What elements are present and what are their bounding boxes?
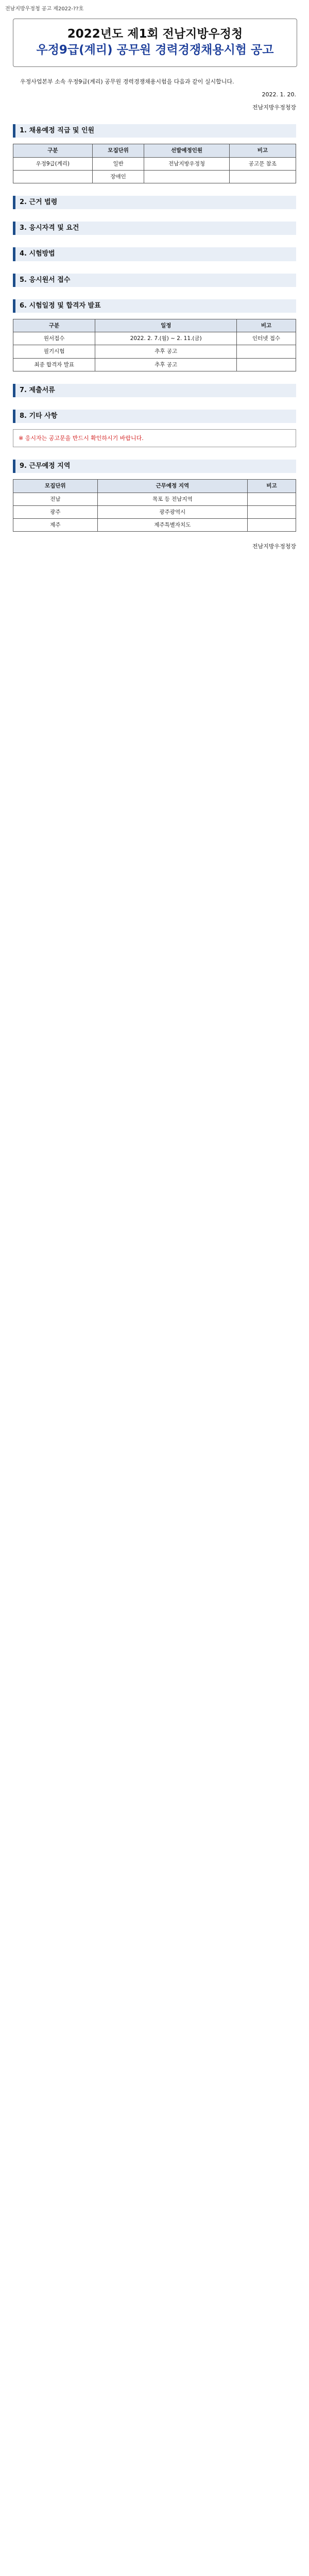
table-cell: 최종 합격자 발표 xyxy=(13,358,95,371)
table-cell xyxy=(248,493,296,505)
table-cell: 우정9급(계리) xyxy=(13,157,93,170)
table-row xyxy=(13,519,296,532)
document-title xyxy=(13,19,297,67)
table-cell: 2022. 2. 7.(월) ~ 2. 11.(금) xyxy=(95,332,237,345)
table-cell: 제주 xyxy=(13,519,98,532)
section-6 xyxy=(13,299,296,371)
table-cell: 전남 xyxy=(13,493,98,505)
table-cell: 필기시험 xyxy=(13,345,95,358)
table-cell: 전남지방우정청 xyxy=(144,157,229,170)
table-cell xyxy=(13,170,93,183)
closing-line: 전남지방우정청장 xyxy=(252,543,296,550)
date-line: 2022. 1. 20. xyxy=(262,91,296,98)
table-cell xyxy=(237,345,296,358)
section-title: 3. 응시자격 및 요건 xyxy=(13,222,296,235)
section-1 xyxy=(13,124,296,183)
section-title: 8. 기타 사항 xyxy=(13,410,296,423)
table-row xyxy=(13,358,296,371)
recruit-table xyxy=(13,144,296,183)
org-line: 전남지방우정청장 xyxy=(252,104,296,111)
table-cell xyxy=(248,519,296,532)
table-cell xyxy=(237,358,296,371)
table-cell: 제주특별자치도 xyxy=(97,519,247,532)
table-row xyxy=(13,157,296,170)
title-line-2: 우정9급(계리) 공무원 경력경쟁채용시험 공고 xyxy=(36,43,274,57)
section-title: 2. 근거 법령 xyxy=(13,196,296,209)
section-title: 9. 근무예정 지역 xyxy=(13,460,296,473)
table-header: 구분 xyxy=(13,319,95,332)
section-2 xyxy=(13,196,296,209)
table-header: 비고 xyxy=(248,480,296,493)
table-cell: 인터넷 접수 xyxy=(237,332,296,345)
table-header: 모집단위 xyxy=(13,480,98,493)
intro-text: 우정사업본부 소속 우정9급(계리) 공무원 경력경쟁채용시험을 다음과 같이 실시합니다. xyxy=(20,78,234,85)
table-cell: 광주 xyxy=(13,505,98,518)
table-cell xyxy=(144,170,229,183)
table-header: 일정 xyxy=(95,319,237,332)
table-header: 모집단위 xyxy=(92,144,144,157)
section-3 xyxy=(13,222,296,235)
section-title: 4. 시험방법 xyxy=(13,247,296,261)
section-5 xyxy=(13,274,296,287)
region-table xyxy=(13,479,296,532)
section-9 xyxy=(13,460,296,532)
table-cell: 장애인 xyxy=(92,170,144,183)
schedule-table xyxy=(13,319,296,371)
table-cell: 광주광역시 xyxy=(97,505,247,518)
section-8 xyxy=(13,410,296,447)
table-header: 선발예정인원 xyxy=(144,144,229,157)
document-body xyxy=(13,77,296,551)
notice-box: ※ 응시자는 공고문을 반드시 확인하시기 바랍니다. xyxy=(13,429,296,447)
table-row xyxy=(13,170,296,183)
table-cell: 추후 공고 xyxy=(95,345,237,358)
table-row xyxy=(13,505,296,518)
table-header: 비고 xyxy=(229,144,296,157)
doc-header-note: 전남지방우정청 공고 제2022-??호 xyxy=(5,6,84,12)
table-cell: 추후 공고 xyxy=(95,358,237,371)
section-title: 1. 채용예정 직급 및 인원 xyxy=(13,124,296,138)
table-header: 비고 xyxy=(237,319,296,332)
table-header: 근무예정 지역 xyxy=(97,480,247,493)
table-row xyxy=(13,345,296,358)
section-4 xyxy=(13,247,296,261)
table-cell: 원서접수 xyxy=(13,332,95,345)
section-title: 5. 응시원서 접수 xyxy=(13,274,296,287)
section-title: 6. 시험일정 및 합격자 발표 xyxy=(13,299,296,313)
table-row xyxy=(13,493,296,505)
table-cell xyxy=(248,505,296,518)
table-header: 구분 xyxy=(13,144,93,157)
section-7 xyxy=(13,384,296,397)
table-cell: 일반 xyxy=(92,157,144,170)
section-title: 7. 제출서류 xyxy=(13,384,296,397)
table-cell: 공고문 참조 xyxy=(229,157,296,170)
table-row xyxy=(13,332,296,345)
table-cell xyxy=(229,170,296,183)
title-line-1: 2022년도 제1회 전남지방우정청 xyxy=(67,27,243,41)
table-cell: 목포 등 전남지역 xyxy=(97,493,247,505)
